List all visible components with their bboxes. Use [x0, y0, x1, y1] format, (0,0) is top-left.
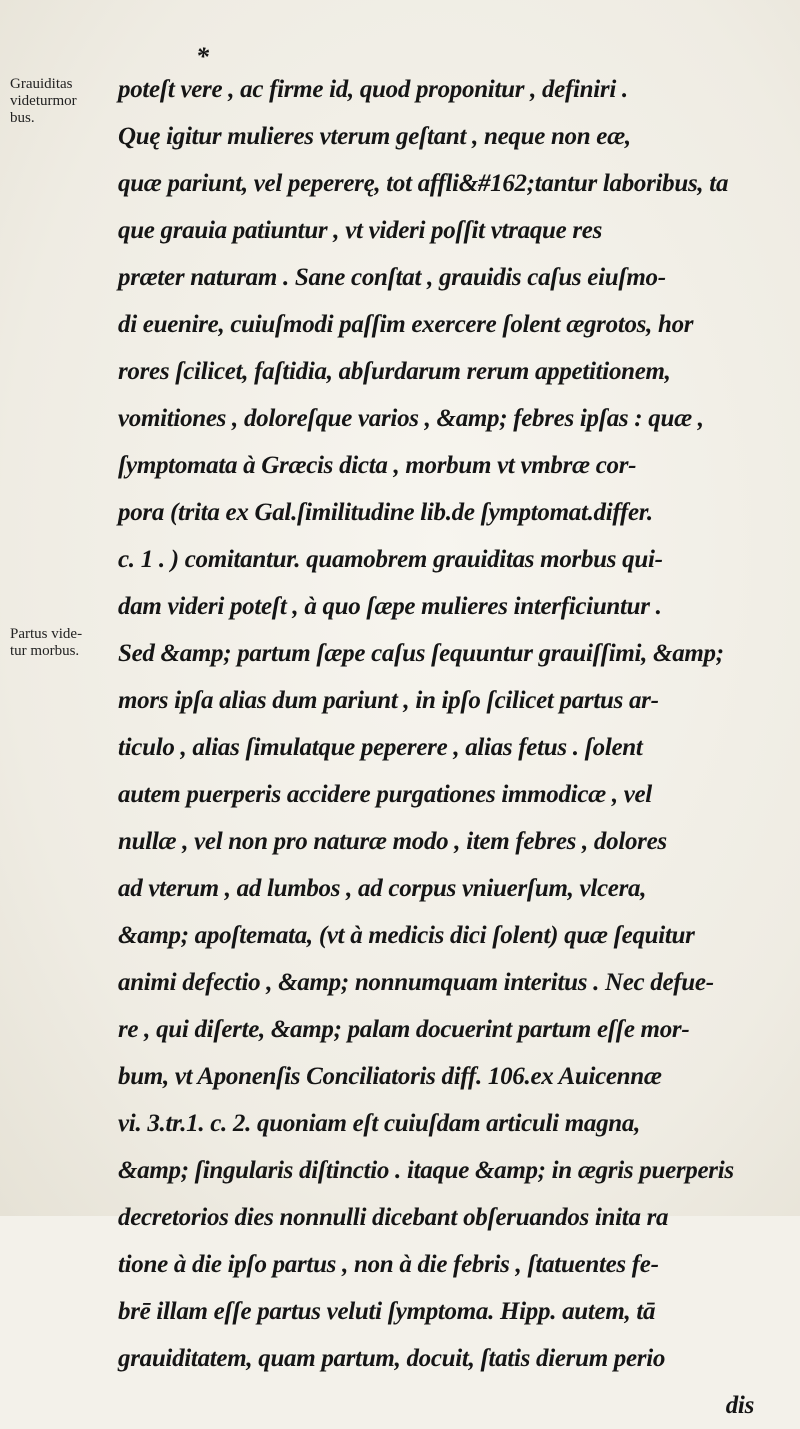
text-line: quæ pariunt, vel pepererę, tot affli&#162;tantur laboribus, ta: [118, 170, 729, 197]
text-line: autem puerperis accidere purgationes immodicæ , vel: [118, 781, 652, 808]
text-line: tione à die ipſo partus , non à die febris , ſtatuentes fe-: [118, 1251, 659, 1278]
text-line: pora (trita ex Gal.ſimilitudine lib.de ſymptomat.differ.: [118, 499, 653, 526]
text-line: &amp; ſingularis diſtinctio . itaque &amp; in ægris puerperis: [118, 1157, 734, 1184]
text-line: poteſt vere , ac firme id, quod proponitur , definiri .: [118, 76, 628, 103]
text-line: Sed &amp; partum ſæpe caſus ſequuntur grauiſſimi, &amp;: [118, 640, 724, 667]
margin-note-grauiditas: [10, 76, 105, 127]
margin-note-line: tur morbus.: [10, 643, 80, 659]
text-line: Quę igitur mulieres vterum geſtant , neque non eæ,: [118, 123, 631, 150]
text-line: vi. 3.tr.1. c. 2. quoniam eſt cuiuſdam articuli magna,: [118, 1110, 641, 1137]
text-line: dam videri poteſt , à quo ſæpe mulieres interficiuntur .: [118, 593, 662, 620]
text-line: decretorios dies nonnulli dicebant obſeruandos inita ra: [118, 1204, 669, 1231]
text-line: animi defectio , &amp; nonnumquam interitus . Nec defue-: [118, 969, 714, 996]
margin-note-partus: [10, 626, 105, 660]
text-line: rores ſcilicet, faſtidia, abſurdarum rerum appetitionem,: [118, 358, 671, 385]
text-line: re , qui diſerte, &amp; palam docuerint partum eſſe mor-: [118, 1016, 690, 1043]
text-line: grauiditatem, quam partum, docuit, ſtatis dierum perio: [118, 1345, 666, 1372]
text-line: di euenire, cuiuſmodi paſſim exercere ſolent ægrotos, hor: [118, 311, 694, 338]
margin-note-line: Partus vide-: [10, 626, 83, 642]
text-line: bum, vt Aponenſis Conciliatoris diff. 106.ex Auicennæ: [118, 1063, 662, 1090]
text-line: ad vterum , ad lumbos , ad corpus vniuerſum, vlcera,: [118, 875, 647, 902]
text-line: ſymptomata à Græcis dicta , morbum vt vmbræ cor-: [118, 452, 637, 479]
text-line: que grauia patiuntur , vt videri poſſit vtraque res: [118, 217, 603, 244]
margin-note-line: bus.: [10, 110, 35, 126]
text-line: dis: [725, 1392, 754, 1419]
text-line: ticulo , alias ſimulatque peperere , alias fetus . ſolent: [118, 734, 643, 761]
text-line: brē illam eſſe partus veluti ſymptoma. Hipp. autem, tā: [118, 1298, 656, 1325]
text-line: &amp; apoſtemata, (vt à medicis dici ſolent) quæ ſequitur: [118, 922, 695, 949]
margin-note-line: videturmor: [10, 93, 77, 109]
text-line: nullæ , vel non pro naturæ modo , item febres , dolores: [118, 828, 667, 855]
body-text: [118, 66, 784, 1429]
margin-note-line: Grauiditas: [10, 76, 73, 92]
text-line: vomitiones , doloreſque varios , &amp; febres ipſas : quæ ,: [118, 405, 704, 432]
text-line: mors ipſa alias dum pariunt , in ipſo ſcilicet partus ar-: [118, 687, 659, 714]
text-line: præter naturam . Sane conſtat , grauidis caſus eiuſmo-: [118, 264, 666, 291]
text-line: c. 1 . ) comitantur. quamobrem grauiditas morbus qui-: [118, 546, 663, 573]
ornament-mark: *: [196, 42, 209, 71]
